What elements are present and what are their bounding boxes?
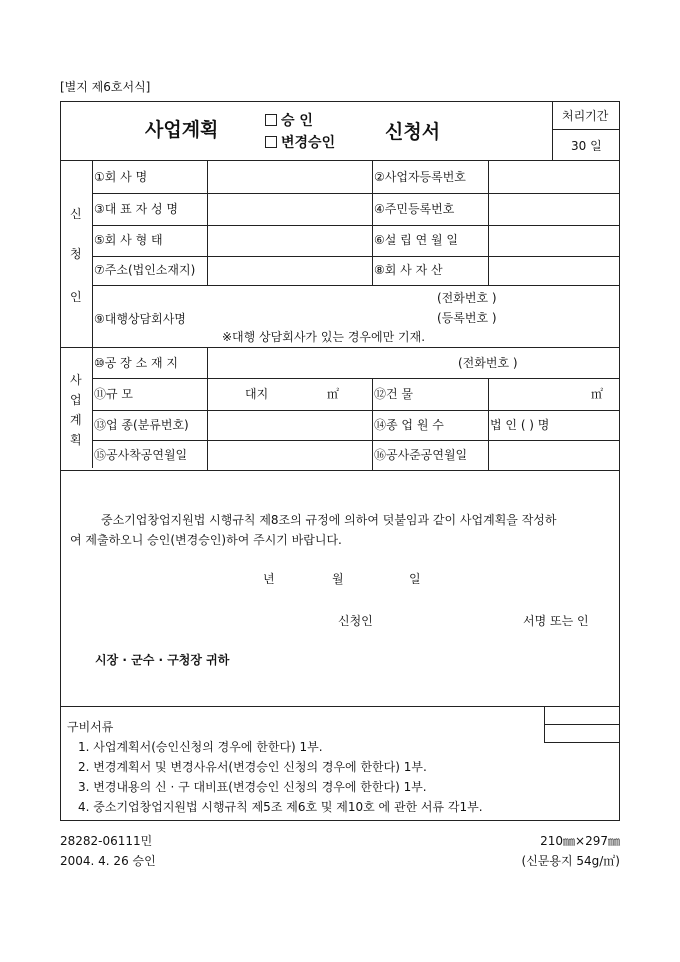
form-title-right: 신청서 (385, 121, 441, 143)
day-label: 일 (409, 572, 421, 586)
agency-name-field[interactable] (208, 286, 428, 326)
approve-checkbox[interactable] (265, 114, 277, 126)
plan-section-char: 획 (70, 433, 82, 447)
company-type-field[interactable] (208, 226, 371, 255)
change-approve-checkbox[interactable] (265, 136, 277, 148)
address-field[interactable] (208, 257, 371, 284)
documents-heading: 구비서류 (67, 720, 114, 734)
month-label: 월 (332, 572, 344, 586)
statement-line-2: 여 제출하오니 승인(변경승인)하여 주시기 바랍니다. (70, 533, 342, 547)
change-approve-option[interactable]: 변경승인 (265, 135, 335, 151)
company-name-label: ①회 사 명 (94, 170, 148, 184)
building-area-field[interactable] (489, 379, 589, 409)
agency-note: ※대행 상담회사가 있는 경우에만 기재. (222, 330, 426, 344)
building-label: ⑫건 물 (374, 387, 413, 401)
agency-phone: (전화번호 ) (437, 291, 497, 305)
company-assets-field[interactable] (489, 257, 619, 284)
biz-reg-no-field[interactable] (489, 161, 619, 192)
factory-location-field[interactable] (208, 348, 448, 377)
scale-label: ⑪규 모 (94, 387, 133, 401)
agency-reg-no: (등록번호 ) (437, 311, 497, 325)
approval-date: 2004. 4. 26 승인 (60, 854, 156, 868)
address-label: ⑦주소(법인소재지) (94, 263, 196, 277)
founded-date-field[interactable] (489, 226, 619, 255)
applicant-sign-label: 신청인 (338, 614, 373, 628)
document-item: 1. 사업계획서(승인신청의 경우에 한한다) 1부. (78, 740, 323, 754)
rep-name-label: ③대 표 자 성 명 (94, 202, 178, 216)
start-date-field[interactable] (208, 441, 371, 469)
company-type-label: ⑤회 사 형 태 (94, 233, 163, 247)
company-assets-label: ⑧회 사 자 산 (374, 263, 443, 277)
employees-value[interactable]: 법 인 ( ) 명 (490, 418, 550, 432)
processing-period-value: 30 일 (571, 139, 602, 153)
end-date-label: ⑯공사준공연월일 (374, 448, 468, 462)
employees-label: ⑭종 업 원 수 (374, 418, 444, 432)
paper-type: (신문용지 54g/㎡) (521, 854, 620, 868)
plan-section-char: 계 (70, 413, 82, 427)
building-unit: ㎡ (591, 387, 604, 401)
paper-size: 210㎜×297㎜ (540, 834, 620, 848)
processing-period-label: 처리기간 (562, 109, 609, 123)
industry-label: ⑬업 종(분류번호) (94, 418, 189, 432)
land-area-field[interactable] (270, 379, 320, 409)
resident-no-label: ④주민등록번호 (374, 202, 455, 216)
rep-name-field[interactable] (208, 194, 371, 224)
company-name-field[interactable] (208, 161, 371, 192)
end-date-field[interactable] (489, 441, 619, 469)
applicant-section-char: 청 (70, 247, 82, 261)
factory-location-label: ⑩공 장 소 재 지 (94, 356, 178, 370)
plan-section-char: 업 (70, 393, 82, 407)
approve-option[interactable]: 승 인 (265, 113, 313, 129)
industry-field[interactable] (208, 411, 371, 439)
plan-section-char: 사 (70, 373, 82, 387)
document-item: 3. 변경내용의 신 · 구 대비표(변경승인 신청의 경우에 한한다) 1부. (78, 780, 427, 794)
start-date-label: ⑮공사착공연월일 (94, 448, 188, 462)
document-item: 4. 중소기업창업지원법 시행규칙 제5조 제6호 및 제10호 에 관한 서류 각1부. (78, 800, 483, 814)
form-code-number: 28282-06111민 (60, 834, 153, 848)
agency-name-label: ⑨대행상담회사명 (94, 312, 186, 326)
signature-label: 서명 또는 인 (523, 614, 589, 628)
addressee: 시장 · 군수 · 구청장 귀하 (95, 653, 230, 667)
biz-reg-no-label: ②사업자등록번호 (374, 170, 466, 184)
signature-field[interactable] (390, 606, 515, 632)
statement-line-1: 중소기업창업지원법 시행규칙 제8조의 규정에 의하여 덧붙임과 같이 사업계획을 작성하 (101, 513, 557, 527)
form-code: [별지 제6호서식] (60, 80, 151, 94)
land-unit: ㎡ (327, 387, 340, 401)
land-label: 대지 (245, 387, 269, 401)
factory-phone: (전화번호 ) (458, 356, 518, 370)
document-item: 2. 변경계획서 및 변경사유서(변경승인 신청의 경우에 한한다) 1부. (78, 760, 427, 774)
applicant-section-char: 신 (70, 207, 82, 221)
resident-no-field[interactable] (489, 194, 619, 224)
applicant-section-char: 인 (70, 290, 82, 304)
founded-date-label: ⑥설 립 연 월 일 (374, 233, 458, 247)
year-label: 년 (263, 572, 275, 586)
form-title-left: 사업계획 (145, 119, 219, 141)
